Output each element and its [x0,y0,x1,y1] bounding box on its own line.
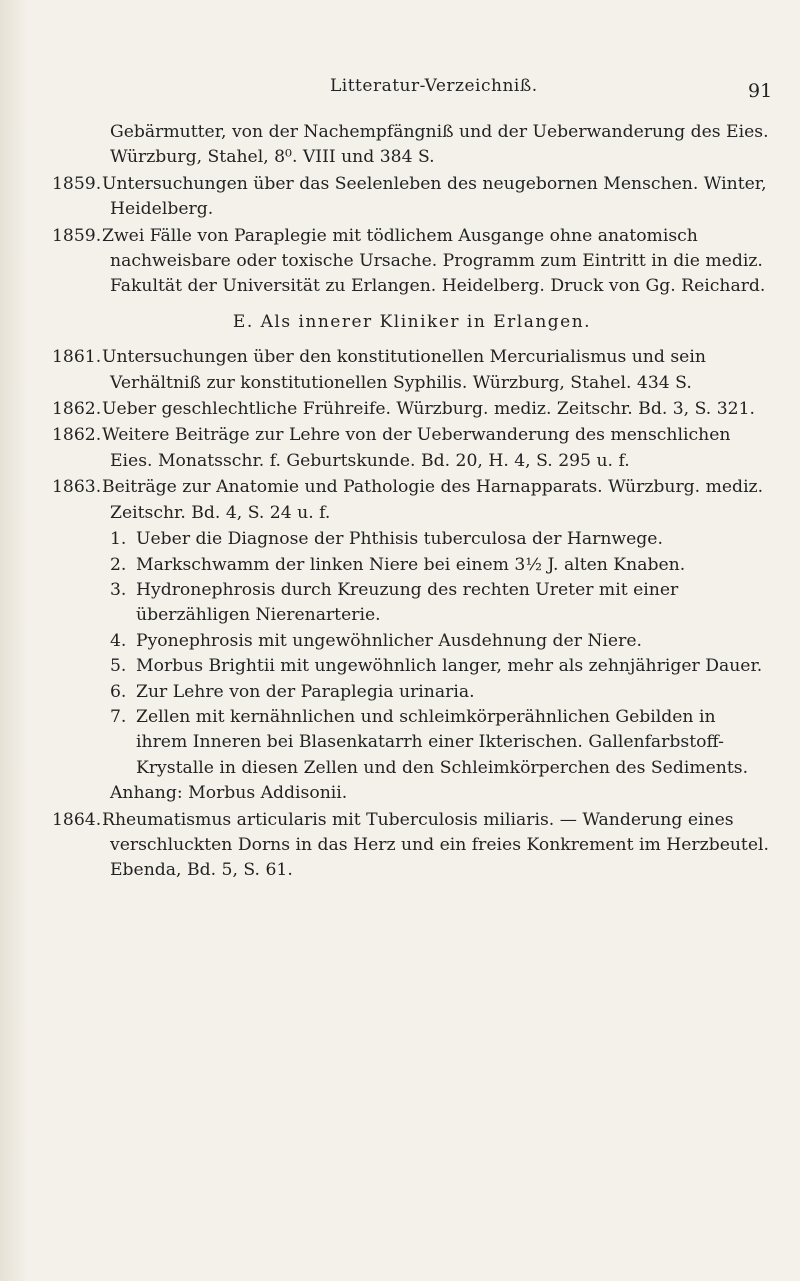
bibliography-entry [52,475,772,526]
list-item-text: Zellen mit kernähnlichen und schleimkörperähnlichen Gebilden in ihrem Inneren bei Blasenkatarrh einer Ikterischen. Gallenfarbstoff-Krystalle in diesen Zellen und den Schleimkörperchen des Sediments. [136,706,749,778]
entry-text: Untersuchungen über das Seelenleben des neugebornen Menschen. Winter, Heidelberg. [102,173,767,220]
list-item-number: 7. [110,706,127,727]
list-item-number: 5. [110,656,127,677]
bibliography-entry [52,808,772,884]
entry-text: Zwei Fälle von Paraplegie mit tödlichem Ausgange ohne anatomisch nachweisbare oder toxische Ursache. Programm zum Eintritt in die mediz. Fakultät der Universität zu Erlangen. Heidelberg. Druck von Gg. Reichard. [102,225,766,297]
entry-text: Rheumatismus articularis mit Tuberculosis miliaris. — Wanderung eines verschluckten Dorns in das Herz und ein freies Konkrement im Herzbeutel. Ebenda, Bd. 5, S. 61. [102,809,769,881]
list-item-number: 2. [110,554,127,575]
list-item [110,629,772,654]
list-item [110,527,772,552]
running-title: Litteratur-Verzeichniß. [330,76,538,96]
entry-year: 1863. [52,477,102,498]
page-number: 91 [748,80,773,102]
running-header [0,74,800,108]
appendix-note: Anhang: Morbus Addisonii. [110,783,348,804]
entry-year: 1861. [52,347,102,368]
list-item [110,553,772,578]
bibliography-entry [52,224,772,300]
entry-text: Untersuchungen über den konstitutionellen Mercurialismus und sein Verhältniß zur konstitutionellen Syphilis. Würzburg, Stahel. 434 S. [102,347,706,393]
numbered-sublist [110,527,772,781]
bibliography-entry [52,423,772,474]
list-item-text: Morbus Brightii mit ungewöhnlich langer, mehr als zehnjähriger Dauer. [136,656,763,677]
list-item-text: Ueber die Diagnose der Phthisis tuberculosa der Harnwege. [136,529,663,550]
section-heading: E. Als innerer Kliniker in Erlangen. [232,311,592,332]
entry-year: 1862. [52,425,102,446]
list-item [110,654,772,679]
scan-edge-shadow [0,0,28,1281]
list-item-text: Hydronephrosis durch Kreuzung des rechten Ureter mit einer überzähligen Nierenarterie. [136,579,679,626]
list-item-text: Zur Lehre von der Paraplegia urinaria. [136,681,475,702]
entry-year: 1859. [52,173,102,194]
bibliography-entry [52,345,772,396]
entry-text: Gebärmutter, von der Nachempfängniß und der Ueberwanderung des Eies. Würzburg, Stahel, 8⁰. VIII und 384 S. [110,122,769,168]
entry-text: Beiträge zur Anatomie und Pathologie des Harnapparats. Würzburg. mediz. Zeitschr. Bd. 4, S. 24 u. f. [102,477,764,523]
list-item [110,578,772,629]
entry-year: 1864. [52,809,102,830]
entry-text: Ueber geschlechtliche Frühreife. Würzburg. mediz. Zeitschr. Bd. 3, S. 321. [102,399,755,420]
list-item-text: Pyonephrosis mit ungewöhnlicher Ausdehnung der Niere. [136,630,642,651]
bibliography-entry [52,172,772,223]
list-item-number: 6. [110,681,127,702]
entry-year: 1859. [52,225,102,246]
entry-year: 1862. [52,399,102,420]
list-item [110,680,772,705]
list-item-number: 1. [110,529,127,550]
list-item-text: Markschwamm der linken Niere bei einem 3½ J. alten Knaben. [136,554,686,575]
bibliography-entry [52,397,772,422]
list-item [110,705,772,781]
entry-text: Weitere Beiträge zur Lehre von der Ueberwanderung des menschlichen Eies. Monatsschr. f. Geburtskunde. Bd. 20, H. 4, S. 295 u. f. [102,425,731,471]
bibliography-content [52,120,772,885]
list-item-number: 3. [110,579,127,600]
list-item-number: 4. [110,630,127,651]
bibliography-entry [52,120,772,171]
